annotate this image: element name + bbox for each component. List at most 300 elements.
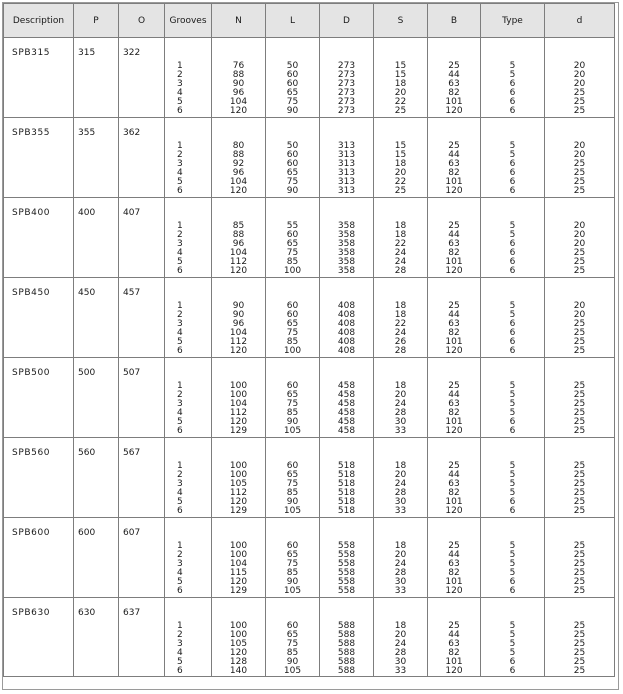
grooves-value: 6 xyxy=(177,106,183,116)
d-outer-stack xyxy=(320,198,373,276)
header-s: S xyxy=(374,4,428,38)
cell-p-value: 450 xyxy=(78,288,96,298)
d-bore-value: 25 xyxy=(573,177,586,187)
header-row xyxy=(4,4,615,38)
cell-p-value: 560 xyxy=(78,448,96,458)
type-value: 5 xyxy=(509,310,516,320)
n-value: 100 xyxy=(229,630,248,640)
grooves-value: 4 xyxy=(177,248,183,258)
s-value: 15 xyxy=(394,70,407,80)
d-outer-value: 558 xyxy=(337,568,356,578)
grooves-value: 3 xyxy=(177,479,183,489)
type-value: 6 xyxy=(509,586,516,596)
d-outer-value: 358 xyxy=(337,221,356,231)
grooves-value: 4 xyxy=(177,168,183,178)
cell-d-bore xyxy=(545,598,615,677)
l-value: 60 xyxy=(286,301,299,311)
grooves-value: 3 xyxy=(177,559,183,569)
d-outer-stack xyxy=(320,518,373,596)
cell-d-outer xyxy=(320,358,374,438)
s-value: 30 xyxy=(394,657,407,667)
b-value: 25 xyxy=(448,221,460,231)
l-stack xyxy=(266,598,319,676)
n-value: 128 xyxy=(229,657,248,667)
cell-n xyxy=(212,358,266,438)
n-value: 129 xyxy=(229,506,248,516)
s-value: 18 xyxy=(394,230,407,240)
d-outer-value: 313 xyxy=(337,150,356,160)
b-value: 82 xyxy=(448,408,460,418)
cell-type xyxy=(481,198,545,278)
d-outer-value: 458 xyxy=(337,426,356,436)
b-stack xyxy=(428,518,480,596)
cell-l xyxy=(266,198,320,278)
l-value: 90 xyxy=(286,106,299,116)
s-stack xyxy=(374,118,427,196)
cell-p xyxy=(74,438,119,518)
s-value: 18 xyxy=(394,301,407,311)
cell-b xyxy=(428,118,481,198)
l-value: 85 xyxy=(286,568,299,578)
cell-d-outer xyxy=(320,118,374,198)
cell-p-value: 600 xyxy=(78,528,96,538)
d-bore-value: 25 xyxy=(573,550,586,560)
cell-d-bore xyxy=(545,518,615,598)
grooves-value: 3 xyxy=(177,239,183,249)
d-outer-stack xyxy=(320,358,373,436)
n-stack xyxy=(212,198,265,276)
cell-d-outer xyxy=(320,278,374,358)
d-outer-stack xyxy=(320,118,373,196)
cell-description-value: SPB315 xyxy=(12,48,51,58)
b-value: 63 xyxy=(448,79,460,89)
grooves-value: 1 xyxy=(177,141,183,151)
b-value: 63 xyxy=(448,319,460,329)
b-value: 25 xyxy=(448,461,460,471)
b-value: 63 xyxy=(448,159,460,169)
d-outer-value: 558 xyxy=(337,586,356,596)
l-value: 65 xyxy=(286,550,299,560)
l-value: 60 xyxy=(286,621,299,631)
d-outer-value: 273 xyxy=(337,106,356,116)
n-stack xyxy=(212,358,265,436)
cell-n xyxy=(212,598,266,677)
cell-s xyxy=(374,438,428,518)
grooves-stack xyxy=(165,438,211,516)
b-value: 44 xyxy=(448,310,460,320)
type-value: 5 xyxy=(509,568,516,578)
cell-description xyxy=(4,598,74,677)
l-value: 60 xyxy=(286,461,299,471)
table-row xyxy=(4,518,615,598)
s-value: 20 xyxy=(394,550,407,560)
s-value: 15 xyxy=(394,61,407,71)
b-value: 25 xyxy=(448,541,460,551)
l-value: 105 xyxy=(283,666,302,676)
d-outer-value: 588 xyxy=(337,666,356,676)
l-value: 65 xyxy=(286,630,299,640)
type-value: 5 xyxy=(509,479,516,489)
l-value: 75 xyxy=(286,177,299,187)
d-bore-stack xyxy=(545,278,614,356)
type-value: 6 xyxy=(509,168,516,178)
d-outer-value: 408 xyxy=(337,328,356,338)
b-value: 120 xyxy=(445,106,463,116)
n-value: 100 xyxy=(229,381,248,391)
b-value: 120 xyxy=(445,666,463,676)
b-value: 101 xyxy=(445,657,463,667)
table-row xyxy=(4,278,615,358)
s-value: 20 xyxy=(394,470,407,480)
s-value: 24 xyxy=(394,479,407,489)
type-value: 6 xyxy=(509,177,516,187)
type-value: 5 xyxy=(509,70,516,80)
n-stack xyxy=(212,598,265,676)
n-value: 90 xyxy=(232,310,245,320)
cell-o xyxy=(119,278,165,358)
d-outer-stack xyxy=(320,38,373,116)
l-value: 60 xyxy=(286,541,299,551)
n-stack xyxy=(212,38,265,116)
n-value: 105 xyxy=(229,479,248,489)
table-row xyxy=(4,438,615,518)
d-bore-stack xyxy=(545,38,614,116)
cell-l xyxy=(266,518,320,598)
d-bore-value: 25 xyxy=(573,497,586,507)
l-value: 65 xyxy=(286,88,299,98)
l-value: 90 xyxy=(286,186,299,196)
l-stack xyxy=(266,118,319,196)
cell-o-value: 322 xyxy=(123,48,141,58)
cell-p xyxy=(74,38,119,118)
d-bore-value: 25 xyxy=(573,337,586,347)
type-value: 5 xyxy=(509,221,516,231)
cell-type xyxy=(481,38,545,118)
b-value: 120 xyxy=(445,506,463,516)
l-value: 75 xyxy=(286,639,299,649)
type-value: 6 xyxy=(509,657,516,667)
grooves-value: 5 xyxy=(177,257,183,267)
grooves-value: 5 xyxy=(177,97,183,107)
type-value: 6 xyxy=(509,266,516,276)
l-value: 75 xyxy=(286,399,299,409)
cell-l xyxy=(266,358,320,438)
l-value: 105 xyxy=(283,586,302,596)
type-value: 6 xyxy=(509,577,516,587)
l-value: 65 xyxy=(286,168,299,178)
b-value: 44 xyxy=(448,230,460,240)
grooves-stack xyxy=(165,118,211,196)
d-outer-value: 458 xyxy=(337,390,356,400)
grooves-value: 4 xyxy=(177,568,183,578)
grooves-value: 2 xyxy=(177,150,183,160)
cell-b xyxy=(428,38,481,118)
grooves-value: 3 xyxy=(177,399,183,409)
n-value: 104 xyxy=(229,97,248,107)
grooves-value: 2 xyxy=(177,390,183,400)
cell-b xyxy=(428,278,481,358)
cell-d-outer xyxy=(320,38,374,118)
d-bore-value: 20 xyxy=(573,301,586,311)
grooves-value: 6 xyxy=(177,186,183,196)
d-bore-value: 25 xyxy=(573,479,586,489)
s-value: 18 xyxy=(394,381,407,391)
cell-o-value: 457 xyxy=(123,288,141,298)
cell-grooves xyxy=(165,278,212,358)
table-row xyxy=(4,598,615,677)
d-outer-value: 358 xyxy=(337,257,356,267)
type-value: 5 xyxy=(509,150,516,160)
d-outer-value: 558 xyxy=(337,550,356,560)
d-bore-value: 25 xyxy=(573,541,586,551)
grooves-value: 3 xyxy=(177,319,183,329)
b-value: 25 xyxy=(448,381,460,391)
grooves-value: 1 xyxy=(177,61,183,71)
l-value: 85 xyxy=(286,337,299,347)
cell-b xyxy=(428,198,481,278)
l-value: 100 xyxy=(283,346,302,356)
b-value: 25 xyxy=(448,301,460,311)
d-outer-value: 588 xyxy=(337,630,356,640)
type-stack xyxy=(481,278,544,356)
type-value: 6 xyxy=(509,346,516,356)
cell-grooves xyxy=(165,118,212,198)
b-value: 44 xyxy=(448,150,460,160)
d-bore-value: 25 xyxy=(573,346,586,356)
s-value: 24 xyxy=(394,248,407,258)
cell-d-outer xyxy=(320,518,374,598)
l-value: 65 xyxy=(286,319,299,329)
n-value: 120 xyxy=(229,186,248,196)
n-value: 112 xyxy=(229,337,248,347)
type-value: 5 xyxy=(509,550,516,560)
b-value: 63 xyxy=(448,399,460,409)
b-stack xyxy=(428,118,480,196)
l-value: 75 xyxy=(286,559,299,569)
d-outer-value: 313 xyxy=(337,177,356,187)
b-value: 63 xyxy=(448,479,460,489)
b-value: 44 xyxy=(448,470,460,480)
type-value: 6 xyxy=(509,79,516,89)
s-value: 25 xyxy=(394,106,407,116)
type-value: 6 xyxy=(509,88,516,98)
type-value: 5 xyxy=(509,541,516,551)
type-stack xyxy=(481,38,544,116)
d-bore-value: 25 xyxy=(573,426,586,436)
s-value: 28 xyxy=(394,346,407,356)
cell-description xyxy=(4,38,74,118)
d-bore-value: 25 xyxy=(573,399,586,409)
d-bore-value: 25 xyxy=(573,381,586,391)
cell-type xyxy=(481,438,545,518)
n-value: 96 xyxy=(232,319,245,329)
l-stack xyxy=(266,38,319,116)
header-n: N xyxy=(212,4,266,38)
s-stack xyxy=(374,358,427,436)
s-value: 33 xyxy=(394,666,407,676)
s-value: 15 xyxy=(394,150,407,160)
type-value: 6 xyxy=(509,97,516,107)
d-bore-value: 25 xyxy=(573,630,586,640)
grooves-value: 5 xyxy=(177,177,183,187)
header-b: B xyxy=(428,4,481,38)
cell-o xyxy=(119,118,165,198)
header-d-outer: D xyxy=(320,4,374,38)
cell-p xyxy=(74,598,119,677)
d-outer-stack xyxy=(320,278,373,356)
n-value: 96 xyxy=(232,168,245,178)
cell-n xyxy=(212,438,266,518)
header-p: P xyxy=(74,4,119,38)
d-bore-value: 20 xyxy=(573,230,586,240)
n-value: 112 xyxy=(229,488,248,498)
l-value: 55 xyxy=(286,221,299,231)
grooves-value: 2 xyxy=(177,310,183,320)
s-value: 30 xyxy=(394,417,407,427)
grooves-value: 6 xyxy=(177,506,183,516)
d-bore-value: 25 xyxy=(573,666,586,676)
n-value: 88 xyxy=(232,150,245,160)
l-value: 75 xyxy=(286,97,299,107)
d-outer-value: 518 xyxy=(337,479,356,489)
b-value: 44 xyxy=(448,630,460,640)
l-value: 75 xyxy=(286,328,299,338)
d-bore-value: 25 xyxy=(573,97,586,107)
d-outer-value: 458 xyxy=(337,381,356,391)
grooves-value: 4 xyxy=(177,328,183,338)
l-value: 75 xyxy=(286,479,299,489)
d-bore-value: 20 xyxy=(573,310,586,320)
grooves-value: 3 xyxy=(177,79,183,89)
cell-o-value: 607 xyxy=(123,528,141,538)
b-value: 101 xyxy=(445,497,463,507)
d-bore-value: 25 xyxy=(573,168,586,178)
table-row xyxy=(4,358,615,438)
cell-d-outer xyxy=(320,438,374,518)
cell-o xyxy=(119,358,165,438)
n-value: 100 xyxy=(229,541,248,551)
type-stack xyxy=(481,518,544,596)
cell-o xyxy=(119,38,165,118)
pulley-spec-table xyxy=(3,3,615,677)
b-stack xyxy=(428,198,480,276)
d-bore-value: 25 xyxy=(573,159,586,169)
grooves-stack xyxy=(165,278,211,356)
n-value: 140 xyxy=(229,666,248,676)
s-value: 18 xyxy=(394,79,407,89)
b-value: 120 xyxy=(445,586,463,596)
d-outer-value: 313 xyxy=(337,168,356,178)
cell-d-bore xyxy=(545,118,615,198)
d-outer-value: 518 xyxy=(337,506,356,516)
cell-s xyxy=(374,598,428,677)
s-stack xyxy=(374,438,427,516)
d-bore-value: 20 xyxy=(573,61,586,71)
d-bore-value: 25 xyxy=(573,266,586,276)
d-outer-value: 458 xyxy=(337,408,356,418)
d-bore-value: 25 xyxy=(573,461,586,471)
grooves-value: 4 xyxy=(177,488,183,498)
d-outer-value: 273 xyxy=(337,88,356,98)
l-value: 85 xyxy=(286,408,299,418)
type-value: 6 xyxy=(509,106,516,116)
cell-s xyxy=(374,38,428,118)
b-value: 82 xyxy=(448,168,460,178)
type-value: 6 xyxy=(509,426,516,436)
n-value: 120 xyxy=(229,106,248,116)
b-stack xyxy=(428,598,480,676)
s-value: 18 xyxy=(394,621,407,631)
grooves-value: 4 xyxy=(177,408,183,418)
type-value: 5 xyxy=(509,399,516,409)
type-value: 6 xyxy=(509,337,516,347)
cell-d-bore xyxy=(545,198,615,278)
type-value: 5 xyxy=(509,639,516,649)
s-value: 28 xyxy=(394,488,407,498)
cell-l xyxy=(266,38,320,118)
type-value: 5 xyxy=(509,301,516,311)
d-bore-value: 25 xyxy=(573,106,586,116)
s-value: 20 xyxy=(394,168,407,178)
cell-o xyxy=(119,198,165,278)
cell-grooves xyxy=(165,198,212,278)
n-value: 129 xyxy=(229,426,248,436)
n-value: 120 xyxy=(229,648,248,658)
d-outer-value: 358 xyxy=(337,230,356,240)
b-value: 120 xyxy=(445,346,463,356)
cell-p xyxy=(74,118,119,198)
n-value: 104 xyxy=(229,248,248,258)
l-value: 60 xyxy=(286,310,299,320)
d-outer-value: 518 xyxy=(337,470,356,480)
type-stack xyxy=(481,438,544,516)
grooves-value: 1 xyxy=(177,541,183,551)
d-outer-value: 588 xyxy=(337,621,356,631)
grooves-value: 6 xyxy=(177,266,183,276)
type-stack xyxy=(481,358,544,436)
l-stack xyxy=(266,278,319,356)
cell-d-outer xyxy=(320,598,374,677)
cell-type xyxy=(481,278,545,358)
l-stack xyxy=(266,518,319,596)
cell-type xyxy=(481,358,545,438)
d-bore-value: 25 xyxy=(573,328,586,338)
d-bore-value: 25 xyxy=(573,390,586,400)
grooves-value: 3 xyxy=(177,159,183,169)
type-value: 5 xyxy=(509,461,516,471)
grooves-stack xyxy=(165,598,211,676)
d-bore-value: 25 xyxy=(573,559,586,569)
type-value: 6 xyxy=(509,666,516,676)
d-outer-value: 558 xyxy=(337,559,356,569)
d-bore-value: 25 xyxy=(573,621,586,631)
l-value: 60 xyxy=(286,381,299,391)
l-stack xyxy=(266,358,319,436)
s-value: 24 xyxy=(394,328,407,338)
d-bore-value: 20 xyxy=(573,141,586,151)
b-value: 25 xyxy=(448,141,460,151)
s-value: 18 xyxy=(394,221,407,231)
d-outer-stack xyxy=(320,438,373,516)
d-outer-value: 273 xyxy=(337,61,356,71)
n-value: 104 xyxy=(229,399,248,409)
cell-grooves xyxy=(165,358,212,438)
l-value: 75 xyxy=(286,248,299,258)
cell-description-value: SPB560 xyxy=(12,448,51,458)
b-value: 82 xyxy=(448,88,460,98)
b-value: 101 xyxy=(445,257,463,267)
d-bore-value: 25 xyxy=(573,506,586,516)
